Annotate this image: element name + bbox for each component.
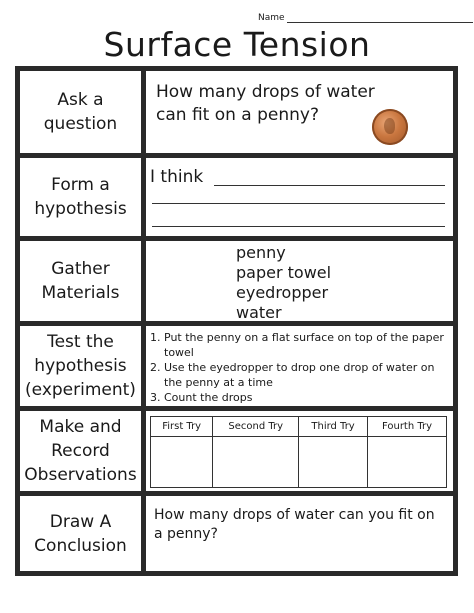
list-item: penny [236,243,286,262]
name-blank-line[interactable] [287,13,473,23]
hypothesis-write-line[interactable] [214,185,445,186]
conclusion-prompt: How many drops of water can you fit on a penny? [154,507,435,542]
list-item [150,330,453,360]
row-content-observations [146,411,453,491]
list-item [150,390,453,405]
question-text: How many drops of water can fit on a penny? [156,82,375,125]
row-label-materials: Gather Materials [20,241,141,321]
materials-list [236,243,331,323]
worksheet-title: Surface Tension [103,25,371,64]
row-observations [20,411,453,491]
list-item: paper towel [236,263,332,282]
hypothesis-write-line[interactable] [152,203,445,204]
list-item: water [236,303,282,322]
name-label: Name [258,13,285,23]
step-number: 2. [150,361,161,374]
table-header-cell: Second Try [213,417,299,437]
table-cell[interactable] [368,437,447,488]
table-header-cell: First Try [151,417,213,437]
procedure-steps [150,330,453,405]
step-text: Count the drops [164,391,253,404]
table-row [151,437,447,488]
name-field[interactable] [258,13,473,23]
worksheet-grid [15,66,458,576]
row-content-materials [146,241,453,321]
step-text: Put the penny on a flat surface on top of the paper towel [164,331,444,359]
penny-icon [372,109,408,145]
row-test [20,326,453,406]
hypothesis-prompt: I think [150,167,204,187]
step-number: 3. [150,391,161,404]
row-ask-question [20,71,453,153]
row-hypothesis [20,158,453,236]
row-label-hypothesis: Form a hypothesis [20,158,141,236]
list-item: eyedropper [236,283,329,302]
table-cell[interactable] [299,437,368,488]
row-label-ask: Ask a question [20,71,141,153]
row-content-conclusion [146,496,453,571]
row-label-observations: Make and Record Observations [20,411,141,491]
table-cell[interactable] [151,437,213,488]
row-label-conclusion: Draw A Conclusion [20,496,141,571]
row-content-hypothesis [146,158,453,236]
table-header-cell: Third Try [299,417,368,437]
step-number: 1. [150,331,161,344]
row-conclusion [20,496,453,571]
row-materials [20,241,453,321]
list-item [150,360,453,390]
hypothesis-write-line[interactable] [152,226,445,227]
observation-table [150,416,447,488]
table-header-cell: Fourth Try [368,417,447,437]
row-content-test [146,326,453,406]
step-text: Use the eyedropper to drop one drop of water on the penny at a time [164,361,435,389]
row-label-test: Test the hypothesis (experiment) [20,326,141,406]
row-content-ask [146,71,453,153]
table-cell[interactable] [213,437,299,488]
